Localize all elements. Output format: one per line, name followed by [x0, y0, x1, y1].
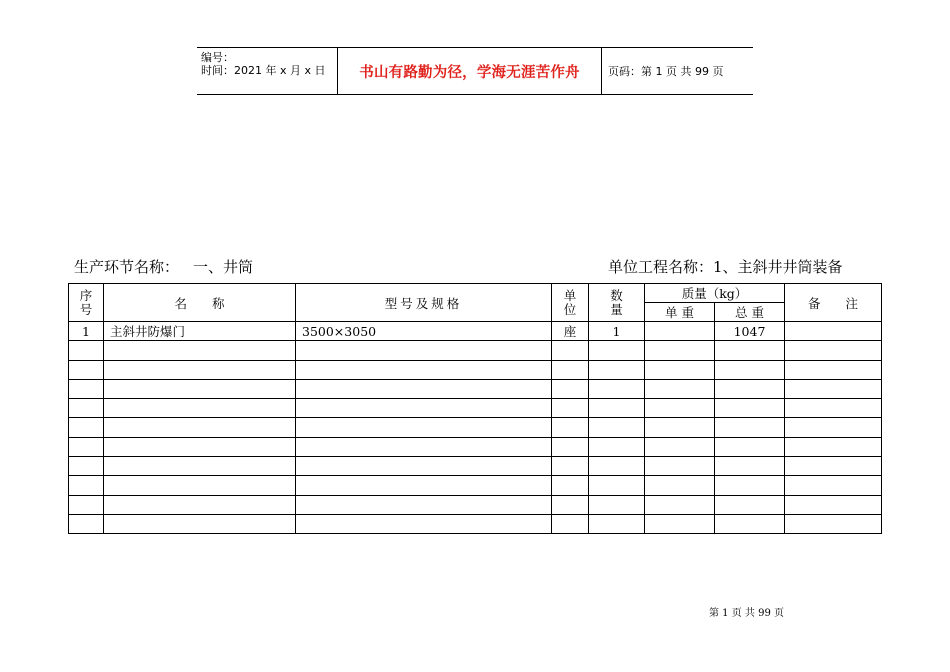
cell-model: [296, 437, 552, 456]
cell-qty: [589, 418, 645, 437]
cell-name: [104, 457, 296, 476]
date-label: 时间：2021 年 x 月 x 日: [201, 64, 326, 77]
cell-model: [296, 399, 552, 418]
header-remarks: 备 注: [785, 284, 882, 322]
cell-qty: [589, 360, 645, 379]
cell-name: [104, 341, 296, 360]
cell-unit: [552, 360, 589, 379]
cell-unit: [552, 418, 589, 437]
motto-text: 书山有路勤为径，学海无涯苦作舟: [338, 48, 602, 94]
document-header: [197, 47, 753, 95]
cell-seq: [69, 495, 104, 514]
cell-total-weight: [715, 514, 785, 533]
table-header: [69, 284, 882, 322]
cell-model: [296, 495, 552, 514]
cell-unit: [552, 495, 589, 514]
cell-qty: [589, 476, 645, 495]
production-link-label: 生产环节名称：: [74, 258, 180, 276]
cell-unit: [552, 476, 589, 495]
header-meta: [197, 48, 338, 94]
cell-seq: 1: [69, 322, 104, 341]
cell-name: [104, 399, 296, 418]
cell-seq: [69, 457, 104, 476]
cell-total-weight: [715, 457, 785, 476]
table-row: [69, 399, 882, 418]
cell-name: [104, 379, 296, 398]
cell-remarks: [785, 379, 882, 398]
cell-total-weight: [715, 399, 785, 418]
cell-name: [104, 514, 296, 533]
cell-remarks: [785, 476, 882, 495]
table-row: [69, 457, 882, 476]
cell-model: [296, 514, 552, 533]
table-row: [69, 437, 882, 456]
cell-total-weight: [715, 360, 785, 379]
cell-seq: [69, 418, 104, 437]
cell-seq: [69, 437, 104, 456]
cell-total-weight: [715, 341, 785, 360]
header-unit: 单 位: [552, 284, 589, 322]
cell-total-weight: [715, 418, 785, 437]
table-row: [69, 476, 882, 495]
cell-name: [104, 437, 296, 456]
cell-unit: 座: [552, 322, 589, 341]
cell-remarks: [785, 418, 882, 437]
cell-seq: [69, 341, 104, 360]
cell-unit-weight: [645, 476, 715, 495]
cell-remarks: [785, 399, 882, 418]
cell-seq: [69, 476, 104, 495]
cell-seq: [69, 514, 104, 533]
table-row: [69, 341, 882, 360]
cell-seq: [69, 399, 104, 418]
table-body: [69, 322, 882, 534]
cell-unit: [552, 457, 589, 476]
cell-model: [296, 457, 552, 476]
cell-name: [104, 360, 296, 379]
cell-remarks: [785, 495, 882, 514]
cell-total-weight: [715, 476, 785, 495]
header-mass: 质量（kg）: [645, 284, 785, 303]
cell-unit-weight: [645, 322, 715, 341]
cell-unit-weight: [645, 418, 715, 437]
cell-unit: [552, 514, 589, 533]
cell-remarks: [785, 457, 882, 476]
cell-total-weight: 1047: [715, 322, 785, 341]
table-row: [69, 360, 882, 379]
cell-qty: [589, 399, 645, 418]
header-seq: 序 号: [69, 284, 104, 322]
cell-unit-weight: [645, 379, 715, 398]
header-name: 名 称: [104, 284, 296, 322]
header-quantity: 数 量: [589, 284, 645, 322]
cell-unit: [552, 379, 589, 398]
cell-name: [104, 495, 296, 514]
cell-seq: [69, 360, 104, 379]
production-link-title: [74, 256, 253, 277]
cell-model: [296, 379, 552, 398]
header-page-info: 页码：第 1 页 共 99 页: [608, 65, 724, 78]
table-row: [69, 322, 882, 341]
page-footer: 第 1 页 共 99 页: [709, 608, 784, 619]
cell-model: [296, 341, 552, 360]
cell-unit-weight: [645, 399, 715, 418]
cell-model: [296, 476, 552, 495]
cell-model: [296, 418, 552, 437]
cell-remarks: [785, 322, 882, 341]
header-unit-weight: 单 重: [645, 303, 715, 322]
cell-name: 主斜井防爆门: [104, 322, 296, 341]
table-row: [69, 495, 882, 514]
cell-qty: [589, 437, 645, 456]
cell-unit-weight: [645, 437, 715, 456]
cell-total-weight: [715, 379, 785, 398]
header-model: 型号及规格: [296, 284, 552, 322]
cell-total-weight: [715, 437, 785, 456]
cell-qty: [589, 457, 645, 476]
cell-remarks: [785, 360, 882, 379]
cell-remarks: [785, 437, 882, 456]
cell-unit-weight: [645, 360, 715, 379]
cell-qty: [589, 514, 645, 533]
cell-unit: [552, 399, 589, 418]
cell-unit-weight: [645, 495, 715, 514]
cell-unit-weight: [645, 457, 715, 476]
serial-number-label: 编号：: [201, 51, 234, 64]
cell-qty: [589, 379, 645, 398]
cell-qty: [589, 341, 645, 360]
header-total-weight: 总 重: [715, 303, 785, 322]
cell-qty: [589, 495, 645, 514]
cell-remarks: [785, 514, 882, 533]
unit-project-title: 单位工程名称：1、主斜井井筒装备: [608, 258, 843, 276]
cell-unit: [552, 437, 589, 456]
cell-unit-weight: [645, 341, 715, 360]
cell-unit-weight: [645, 514, 715, 533]
table-row: [69, 379, 882, 398]
equipment-table: [68, 283, 882, 534]
table-row: [69, 418, 882, 437]
cell-remarks: [785, 341, 882, 360]
cell-name: [104, 476, 296, 495]
cell-name: [104, 418, 296, 437]
cell-model: [296, 360, 552, 379]
cell-model: 3500×3050: [296, 322, 552, 341]
cell-total-weight: [715, 495, 785, 514]
cell-unit: [552, 341, 589, 360]
table-row: [69, 514, 882, 533]
production-link-value: 一、井筒: [193, 258, 254, 276]
cell-seq: [69, 379, 104, 398]
cell-qty: 1: [589, 322, 645, 341]
